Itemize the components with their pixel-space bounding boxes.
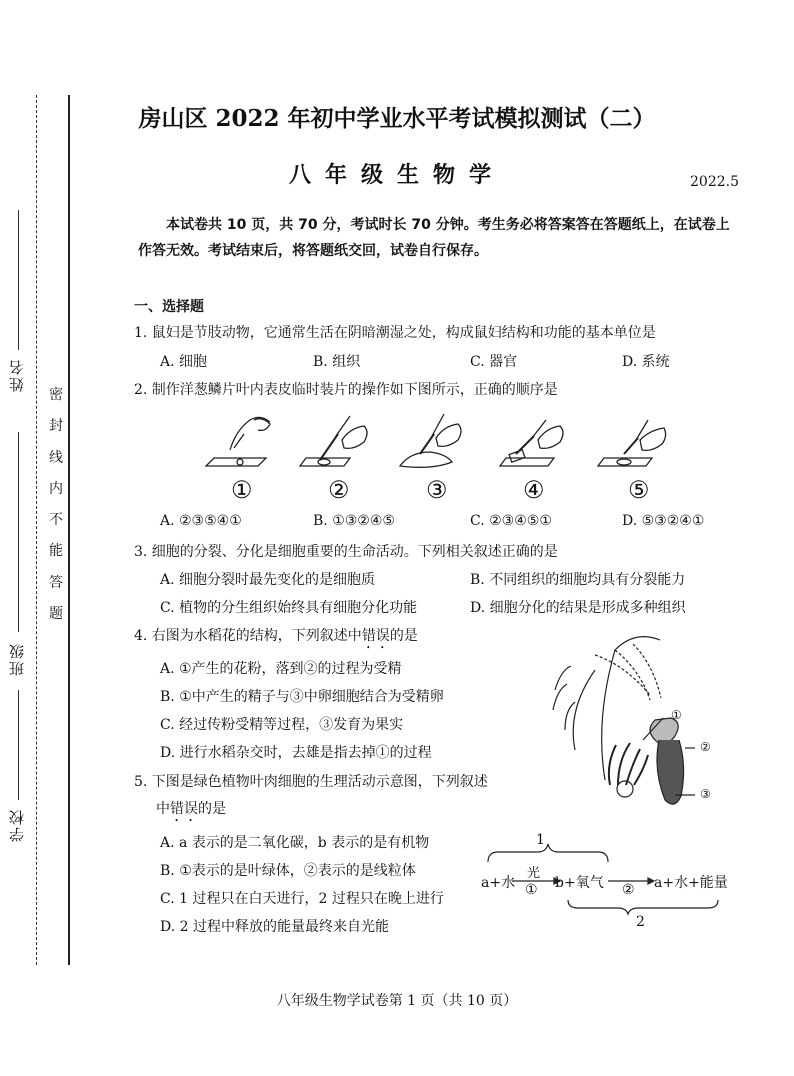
diagram-middle: b+氧气 <box>555 875 604 891</box>
step-5-illustration <box>598 420 666 466</box>
diagram-process-1: 1 <box>536 832 545 848</box>
q1-option-c: C. 器官 <box>470 354 518 370</box>
question-1-stem: 1. 鼠妇是节肢动物，它通常生活在阴暗潮湿之处，构成鼠妇结构和功能的基本单位是 <box>134 325 656 341</box>
diagram-light: 光 <box>527 866 541 881</box>
seal-char: 题 <box>49 606 63 623</box>
q3-option-d: D. 细胞分化的结果是形成多种组织 <box>470 600 686 616</box>
q4-option-a: A. ①产生的花粉，落到②的过程为受精 <box>160 661 402 677</box>
seal-warning <box>47 380 65 630</box>
seal-char: 能 <box>49 543 63 560</box>
binding-solid-line <box>68 95 70 965</box>
q2-option-c: C. ②③④⑤① <box>470 513 552 529</box>
seal-char: 封 <box>49 418 63 435</box>
q2-option-a: A. ②③⑤④① <box>160 513 242 529</box>
diagram-left: a+水 <box>481 875 516 891</box>
figure-label-3: ③ <box>426 476 448 504</box>
q3-option-a: A. 细胞分裂时最先变化的是细胞质 <box>160 572 376 588</box>
q5-option-d: D. 2 过程中释放的能量最终来自光能 <box>160 919 389 935</box>
q4-option-b: B. ①中产生的精子与③中卵细胞结合为受精卵 <box>160 689 444 705</box>
emphasis-wrong: 错误 <box>361 628 390 644</box>
q2-option-b: B. ①③②④⑤ <box>313 513 395 529</box>
diagram-step-2: ② <box>622 882 635 898</box>
question-2-stem: 2. 制作洋葱鳞片叶内表皮临时装片的操作如下图所示，正确的顺序是 <box>134 382 558 398</box>
diagram-right: a+水+能量 <box>654 875 728 891</box>
seal-char: 线 <box>49 449 63 466</box>
process-2-brace <box>568 900 718 914</box>
seal-char: 答 <box>49 574 63 591</box>
q5-option-b: B. ①表示的是叶绿体，②表示的是线粒体 <box>160 863 416 879</box>
question-5-stem-line2: 中错误的是 <box>156 801 226 817</box>
name-blank[interactable] <box>18 210 19 350</box>
figure-label-1: ① <box>231 476 253 504</box>
q1-option-a: A. 细胞 <box>160 354 208 370</box>
q4-option-d: D. 进行水稻杂交时，去雄是指去掉①的过程 <box>160 745 432 761</box>
page-footer: 八年级生物学试卷第 1 页（共 10 页） <box>276 993 518 1009</box>
seal-char: 内 <box>49 480 63 497</box>
subject-title: 八年级生物学 <box>288 162 505 188</box>
q3-option-b: B. 不同组织的细胞均具有分裂能力 <box>470 572 686 588</box>
rice-label-3: ③ <box>700 787 711 801</box>
q5-option-c: C. 1 过程只在白天进行，2 过程只在晚上进行 <box>160 891 444 907</box>
seal-char: 密 <box>49 387 63 403</box>
q3-option-c: C. 植物的分生组织始终具有细胞分化功能 <box>160 600 418 616</box>
page-title: 房山区 2022 年初中学业水平考试模拟测试（二） <box>138 105 656 132</box>
q5-option-a: A. a 表示的是二氧化碳，b 表示的是有机物 <box>160 835 430 851</box>
step-3-illustration <box>400 414 461 467</box>
pistil <box>650 718 684 804</box>
q2-option-d: D. ⑤③②④① <box>622 513 705 529</box>
q4-option-c: C. 经过传粉受精等过程，③发育为果实 <box>160 717 404 733</box>
process-1-brace <box>488 844 608 862</box>
emphasis-wrong: 错误 <box>170 801 198 817</box>
rice-label-1: ① <box>671 708 682 722</box>
question-5-stem-line1: 5. 下图是绿色植物叶肉细胞的生理活动示意图，下列叙述 <box>134 774 488 790</box>
exam-instructions: 本试卷共 10 页，共 70 分，考试时长 70 分钟。考生务必将答案答在答题纸上，在试卷上作答无效。考试结束后，将答题纸交回，试卷自行保存。 <box>138 217 730 259</box>
school-label: 学校 <box>8 808 26 842</box>
school-blank[interactable] <box>18 690 19 800</box>
figure-label-2: ② <box>328 476 350 504</box>
section-heading: 一、选择题 <box>134 299 204 315</box>
class-blank[interactable] <box>18 432 19 632</box>
slide-preparation-figure <box>200 408 700 472</box>
binding-dashed-line <box>36 95 37 965</box>
diagram-step-1: ① <box>525 882 538 898</box>
step-1-illustration <box>206 417 270 466</box>
question-3-stem: 3. 细胞的分裂、分化是细胞重要的生命活动。下列相关叙述正确的是 <box>134 544 558 560</box>
exam-date: 2022.5 <box>690 174 739 190</box>
figure-label-4: ④ <box>523 476 545 504</box>
rice-flower-figure <box>545 630 725 810</box>
step-4-illustration <box>500 420 563 466</box>
q1-option-b: B. 组织 <box>313 354 361 370</box>
rice-label-2: ② <box>700 740 711 754</box>
name-label: 姓名 <box>8 358 26 392</box>
question-4-stem: 4. 右图为水稻花的结构，下列叙述中错误的是 <box>134 628 418 644</box>
class-label: 班级 <box>8 642 26 676</box>
q1-option-d: D. 系统 <box>622 354 670 370</box>
diagram-process-2: 2 <box>636 914 645 930</box>
step-2-illustration <box>300 416 367 466</box>
figure-label-5: ⑤ <box>628 476 650 504</box>
seal-char: 不 <box>49 512 63 529</box>
